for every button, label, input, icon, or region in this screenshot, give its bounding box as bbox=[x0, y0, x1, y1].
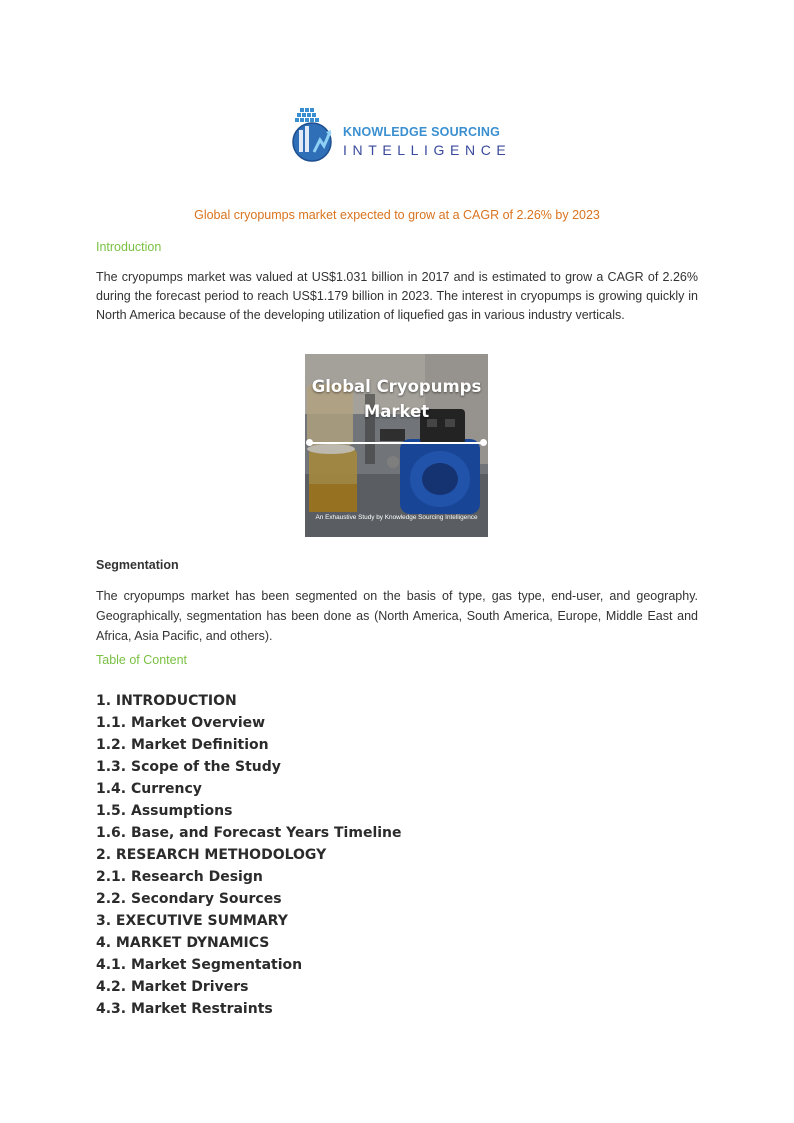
hero-divider bbox=[309, 442, 484, 444]
hero-title bbox=[305, 374, 488, 424]
introduction-paragraph: The cryopumps market was valued at US$1.031 billion in 2017 and is estimated to grow a CAGR of 2.26% during the forecast period to reach US$1.179 billion in 2023. The interest in cryopumps is growing quickly in North America because of the developing utilization of liquefied gas in various industry verticals. bbox=[96, 270, 698, 322]
toc-item: 4. MARKET DYNAMICS bbox=[96, 935, 270, 951]
hero-title-line-1: Global Cryopumps bbox=[311, 377, 482, 396]
page-title: Global cryopumps market expected to grow at a CAGR of 2.26% by 2023 bbox=[194, 208, 600, 222]
toc-item: 3. EXECUTIVE SUMMARY bbox=[96, 913, 288, 929]
toc-item: 4.1. Market Segmentation bbox=[96, 957, 303, 973]
toc-item: 4.2. Market Drivers bbox=[96, 979, 249, 995]
toc-item: 1.3. Scope of the Study bbox=[96, 759, 281, 775]
company-logo bbox=[290, 106, 510, 166]
hero-caption: An Exhaustive Study by Knowledge Sourcing Intelligence bbox=[315, 514, 478, 521]
toc-item: 1.2. Market Definition bbox=[96, 737, 269, 753]
segmentation-heading: Segmentation bbox=[96, 558, 179, 572]
toc-item: 1.1. Market Overview bbox=[96, 715, 266, 731]
toc-item: 1.5. Assumptions bbox=[96, 803, 233, 819]
logo-line-1: KNOWLEDGE SOURCING bbox=[343, 125, 501, 139]
hero-image bbox=[305, 354, 488, 537]
toc-item: 2. RESEARCH METHODOLOGY bbox=[96, 847, 327, 863]
segmentation-paragraph: The cryopumps market has been segmented on the basis of type, gas type, end-user, and geography. Geographically, segmentation has been done as (North America, South America, Europe, Middle East and Africa, Asia Pacific, and others). bbox=[96, 589, 698, 643]
toc-heading: Table of Content bbox=[96, 653, 188, 667]
toc-item: 1.4. Currency bbox=[96, 781, 202, 797]
introduction-heading: Introduction bbox=[96, 240, 162, 254]
hero-divider-dot-left bbox=[306, 439, 313, 446]
logo-mark-icon bbox=[290, 106, 340, 166]
toc-item: 4.3. Market Restraints bbox=[96, 1001, 273, 1017]
toc-item: 1.6. Base, and Forecast Years Timeline bbox=[96, 825, 402, 841]
toc-item: 2.1. Research Design bbox=[96, 869, 263, 885]
hero-title-line-2: Market bbox=[363, 402, 430, 421]
hero-divider-dot-right bbox=[480, 439, 487, 446]
toc-list bbox=[96, 690, 402, 1020]
logo-line-2: INTELLIGENCE bbox=[343, 142, 512, 158]
toc-item: 1. INTRODUCTION bbox=[96, 693, 237, 709]
toc-item: 2.2. Secondary Sources bbox=[96, 891, 282, 907]
